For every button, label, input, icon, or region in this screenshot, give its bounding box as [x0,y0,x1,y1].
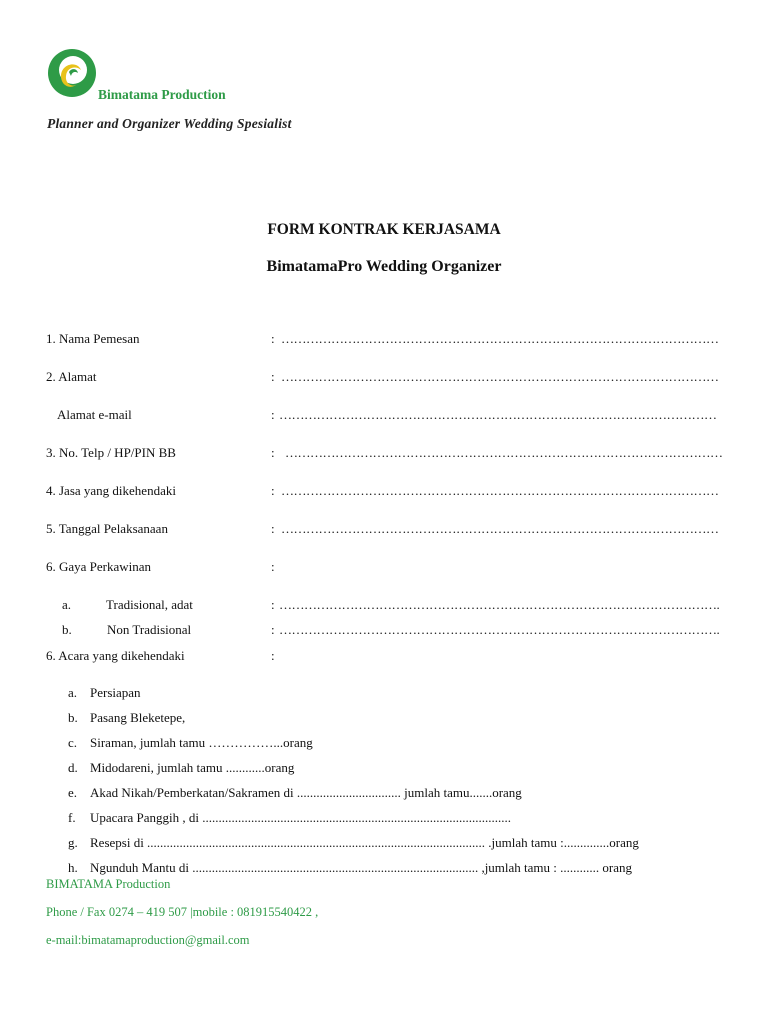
acara-item-letter: a. [68,685,78,700]
field-colon: : [271,648,275,663]
acara-item-letter: h. [68,860,78,875]
acara-item-letter: d. [68,760,78,775]
field-label-jasa: 4. Jasa yang dikehendaki [46,483,176,498]
field-colon: : [271,521,275,536]
field-label-telp: 3. No. Telp / HP/PIN BB [46,445,176,460]
field-input-alamat[interactable]: …………………………………………………………………………………………… [281,369,719,384]
field-colon: : [271,597,275,612]
acara-item-ngunduh-mantu[interactable]: Ngunduh Mantu di ........................................................................................ ,jumlah tamu : ............ orang [90,860,633,875]
company-tagline: Planner and Organizer Wedding Spesialist [47,116,292,131]
footer-phone: Phone / Fax 0274 – 419 507 |mobile : 081915540422 , [46,905,319,919]
field-input-email[interactable]: …………………………………………………………………………………………… [279,407,717,422]
field-input-nama-pemesan[interactable]: …………………………………………………………………………………………… [281,331,719,346]
field-label-nama-pemesan: 1. Nama Pemesan [46,331,140,346]
field-colon: : [271,407,275,422]
acara-item-resepsi[interactable]: Resepsi di ........................................................................................................ .jumlah tamu :..............orang [90,835,639,850]
field-input-jasa[interactable]: …………………………………………………………………………………………… [281,483,719,498]
acara-item-panggih[interactable]: Upacara Panggih , di ............................................................................................... [90,810,512,825]
field-colon: : [271,622,275,637]
field-label-gaya: 6. Gaya Perkawinan [46,559,152,574]
field-input-tanggal[interactable]: …………………………………………………………………………………………… [281,521,719,536]
form-subtitle: BimatamaPro Wedding Organizer [266,258,502,275]
footer-email: e-mail:bimatamaproduction@gmail.com [46,933,250,947]
field-label-tanggal: 5. Tanggal Pelaksanaan [46,521,168,536]
acara-item-midodareni[interactable]: Midodareni, jumlah tamu ............orang [90,760,295,775]
acara-item-akad-nikah[interactable]: Akad Nikah/Pemberkatan/Sakramen di ................................ jumlah tamu.......orang [90,785,522,800]
field-colon: : [271,369,275,384]
acara-item-letter: e. [68,785,78,800]
acara-item-letter: g. [68,835,78,850]
acara-item-letter: b. [68,710,78,725]
acara-item-letter: f. [68,810,76,825]
acara-item-siraman[interactable]: Siraman, jumlah tamu ……………...orang [90,735,313,750]
gaya-option-tradisional: Tradisional, adat [106,597,193,612]
acara-item-letter: c. [68,735,78,750]
gaya-option-letter: b. [62,622,72,637]
company-name: Bimatama Production [98,87,226,102]
gaya-option-non-tradisional: Non Tradisional [107,622,192,637]
gaya-option-letter: a. [62,597,72,612]
company-logo [47,46,97,100]
acara-item-bleketepe: Pasang Bleketepe, [90,710,186,725]
field-colon: : [271,331,275,346]
field-label-acara: 6. Acara yang dikehendaki [46,648,185,663]
field-input-telp[interactable]: …………………………………………………………………………………………… [285,445,723,460]
form-title: FORM KONTRAK KERJASAMA [267,221,501,238]
field-label-alamat: 2. Alamat [46,369,97,384]
field-colon: : [271,483,275,498]
field-label-email: Alamat e-mail [57,407,132,422]
field-input-non-tradisional[interactable]: ……………………………………………………………………………………………. [279,622,720,637]
field-input-tradisional[interactable]: ……………………………………………………………………………………………. [279,597,720,612]
acara-item-persiapan: Persiapan [90,685,141,700]
field-colon: : [271,559,275,574]
field-colon: : [271,445,275,460]
footer-company: BIMATAMA Production [46,877,171,891]
